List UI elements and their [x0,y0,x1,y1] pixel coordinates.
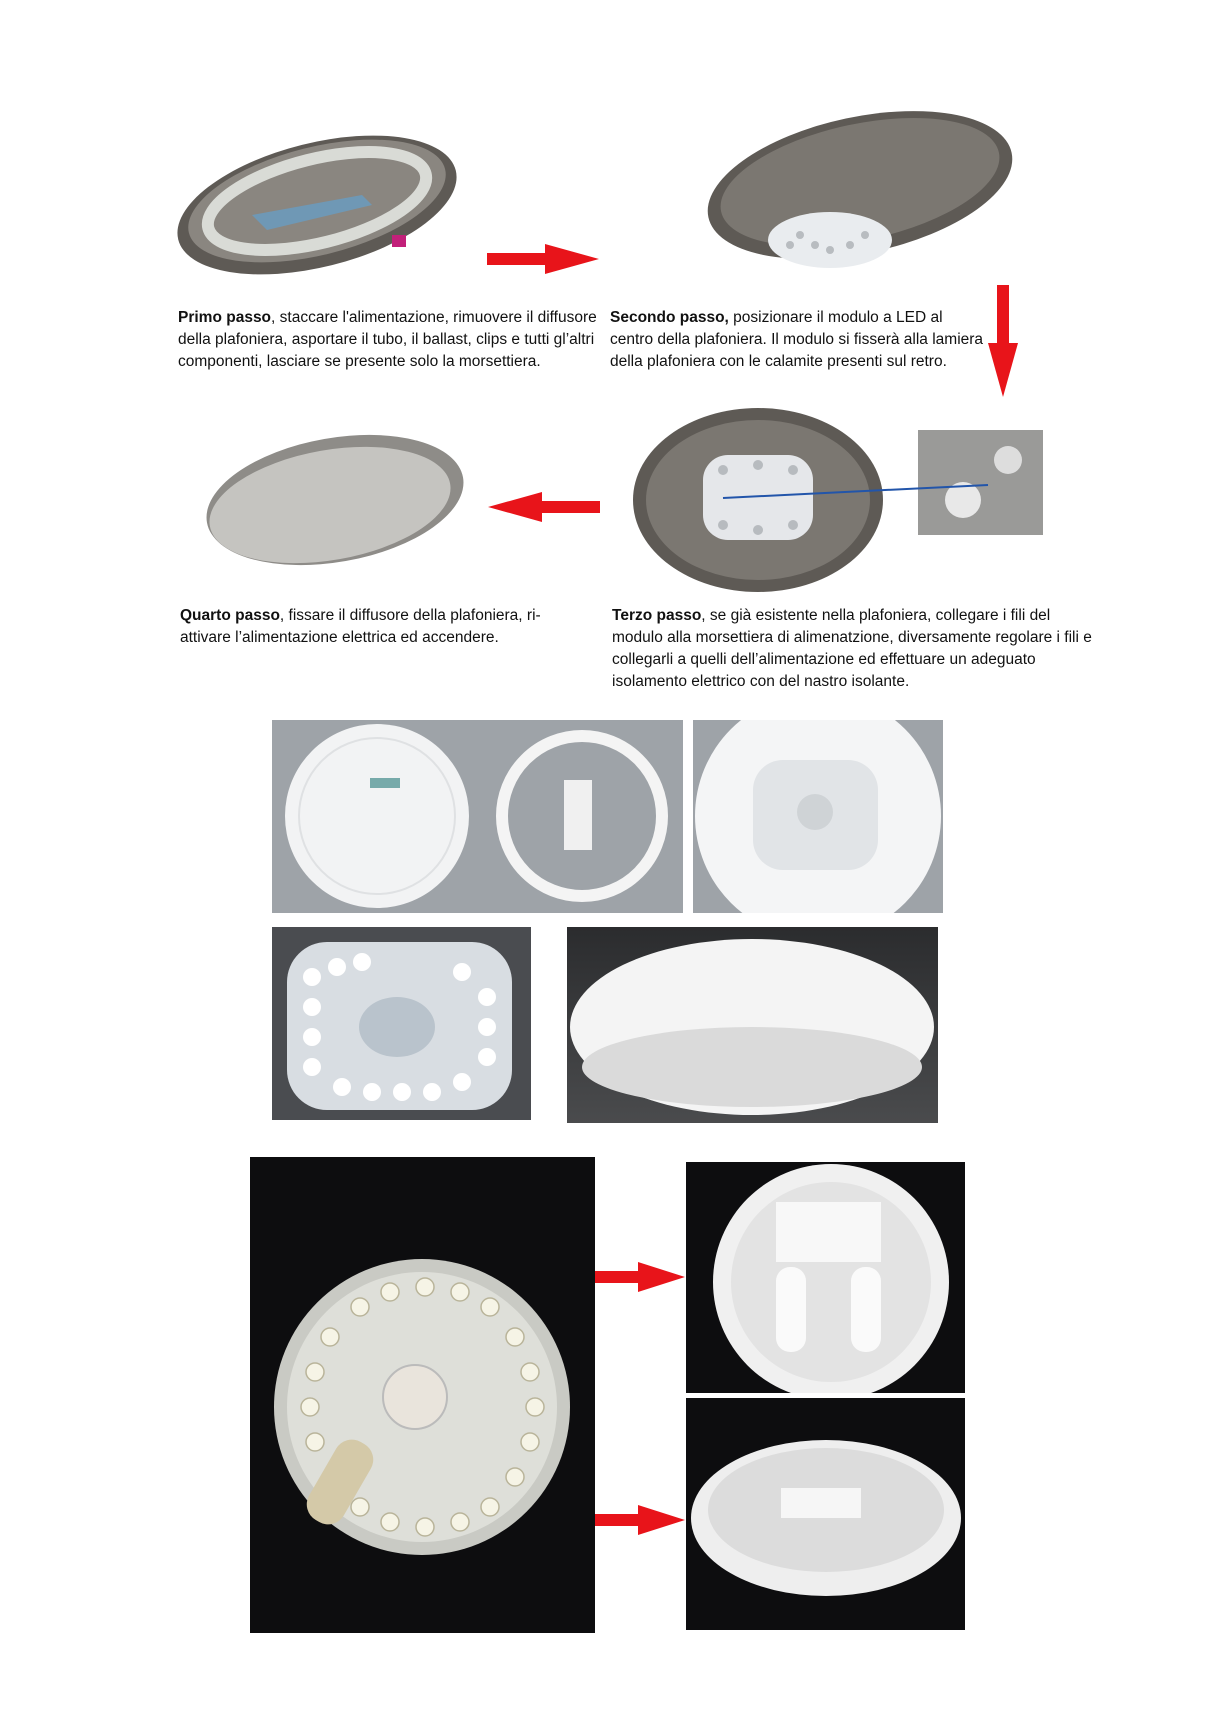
arrow-left-icon [488,492,600,522]
step2-illustration [700,100,1015,285]
step3-text: , se già esistente nella plafoniera, collegare i fili del modulo alla morsettiera di alimenatzione, diversamente regolare i fili e collegarli a quelli dell’alimentazione ed effettuare un adeguato isolamento elettrico con del nastro isolante. [612,607,1092,690]
step2-title: Secondo passo, [610,309,729,326]
step2-caption [610,307,985,373]
photo-disassembled-fixture [272,720,683,913]
photo-fixture-with-pl-lamp [686,1162,965,1393]
step2-text: posizionare il modulo a LED al centro della plafoniera. Il modulo si fisserà alla lamiera della plafoniera con le calamite presenti sul retro. [610,309,984,370]
photo-fixture-with-led-module [693,720,943,913]
arrow-right-icon [487,244,599,274]
step4-title: Quarto passo [180,607,280,624]
step1-caption [178,307,598,373]
photo-led-module-lit [272,927,531,1120]
step4-illustration [190,405,480,585]
photo-diffuser [567,927,938,1123]
step4-text: , fissare il diffusore della plafoniera, ri-attivare l’alimentazione elettrica ed accendere. [180,607,541,646]
step3-illustration [633,400,1048,600]
step1-text: , staccare l'alimentazione, rimuovere il diffusore della plafoniera, asportare il tubo, il ballast, clips e tutti gl’altri componenti, lasciare se presente solo la morsettiera. [178,309,597,370]
step3-caption [612,605,1102,693]
arrow-right-top-icon [595,1262,685,1292]
photo-round-led-module [250,1157,595,1633]
step1-illustration [172,95,467,305]
step1-title: Primo passo [178,309,272,326]
arrow-down-icon [988,285,1018,397]
photo-fixture-with-ballast [686,1398,965,1630]
arrow-right-bottom-icon [595,1505,685,1535]
step4-caption [180,605,580,649]
step3-title: Terzo passo [612,607,702,624]
